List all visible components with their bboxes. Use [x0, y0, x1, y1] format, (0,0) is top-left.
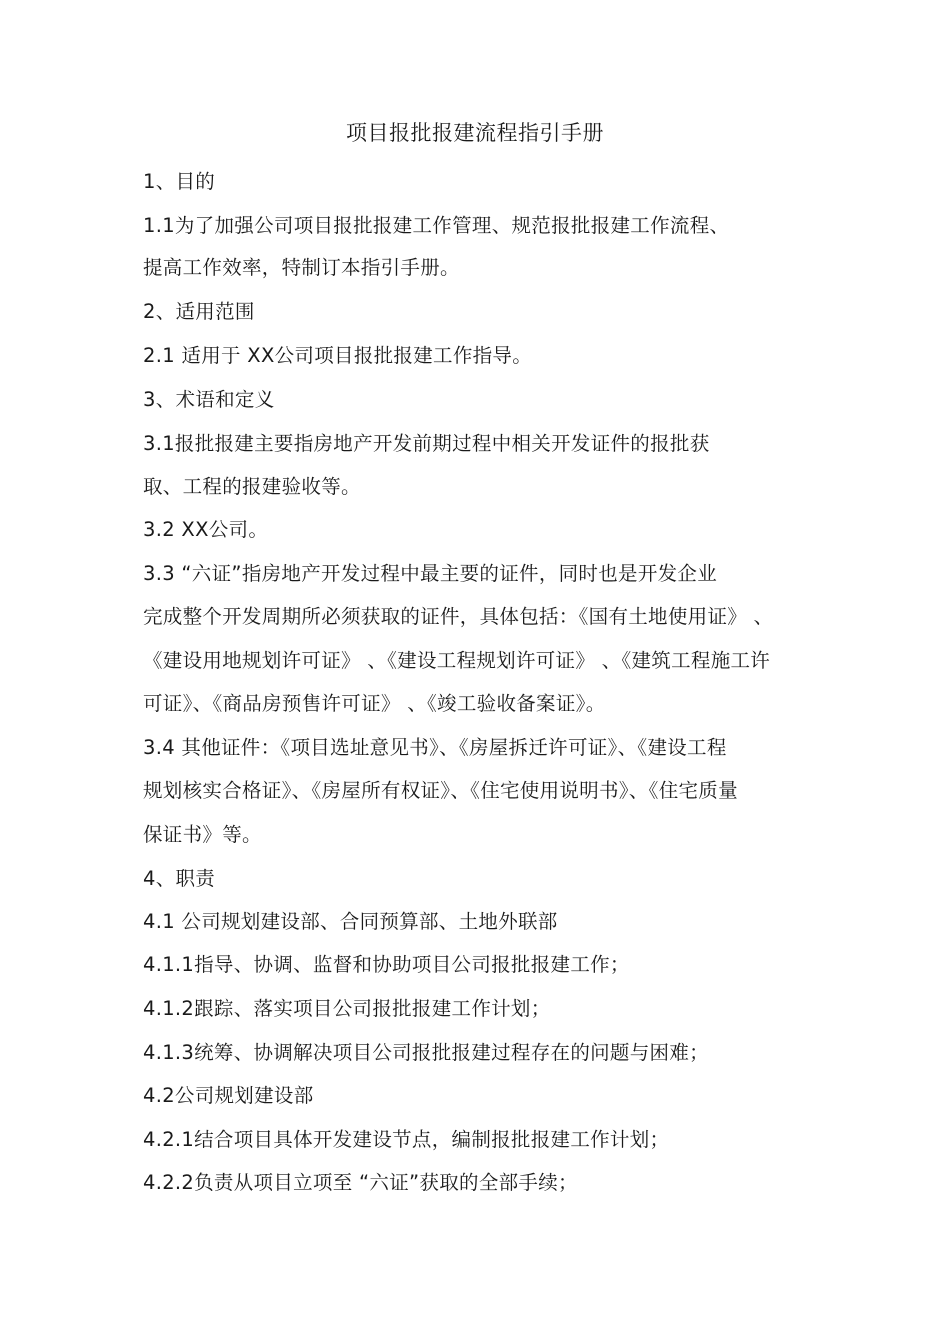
- paragraph-line: 保证书》等。: [143, 823, 262, 846]
- paragraph-line: 提高工作效率，特制订本指引手册。: [143, 256, 460, 279]
- paragraph-line: 4.2公司规划建设部: [143, 1084, 314, 1107]
- section-heading-duties: 4、职责: [143, 867, 216, 890]
- paragraph-line: 3.4 其他证件：《项目选址意见书》、《房屋拆迁许可证》、《建设工程: [143, 736, 727, 759]
- paragraph-line: 完成整个开发周期所必须获取的证件，具体包括：《国有土地使用证》 、: [143, 605, 774, 628]
- paragraph-line: 4.1 公司规划建设部、合同预算部、土地外联部: [143, 910, 558, 933]
- paragraph-line: 4.1.2跟踪、落实项目公司报批报建工作计划；: [143, 997, 551, 1020]
- paragraph-line: 3.2 XX公司。: [143, 518, 269, 541]
- paragraph-line: 1.1为了加强公司项目报批报建工作管理、规范报批报建工作流程、: [143, 214, 730, 237]
- paragraph-line: 取、工程的报建验收等。: [143, 475, 361, 498]
- paragraph-line: 2.1 适用于 XX公司项目报批报建工作指导。: [143, 344, 533, 367]
- document-title: 项目报批报建流程指引手册: [346, 121, 604, 145]
- paragraph-line: 4.2.1结合项目具体开发建设节点，编制报批报建工作计划；: [143, 1128, 670, 1151]
- paragraph-line: 规划核实合格证》、《房屋所有权证》、《住宅使用说明书》、《住宅质量: [143, 779, 738, 802]
- section-heading-terms: 3、术语和定义: [143, 388, 275, 411]
- paragraph-line: 3.1报批报建主要指房地产开发前期过程中相关开发证件的报批获: [143, 432, 710, 455]
- paragraph-line: 《建设用地规划许可证》 、《建设工程规划许可证》 、《建筑工程施工许: [143, 649, 771, 672]
- paragraph-line: 3.3 “六证”指房地产开发过程中最主要的证件，同时也是开发企业: [143, 562, 718, 585]
- section-heading-purpose: 1、目的: [143, 170, 216, 193]
- paragraph-line: 4.1.3统筹、协调解决项目公司报批报建过程存在的问题与困难；: [143, 1041, 709, 1064]
- section-heading-scope: 2、适用范围: [143, 300, 255, 323]
- paragraph-line: 4.1.1指导、协调、监督和协助项目公司报批报建工作；: [143, 953, 630, 976]
- paragraph-line: 可证》、《商品房预售许可证》 、《竣工验收备案证》。: [143, 692, 606, 715]
- paragraph-line: 4.2.2负责从项目立项至 “六证”获取的全部手续；: [143, 1171, 578, 1194]
